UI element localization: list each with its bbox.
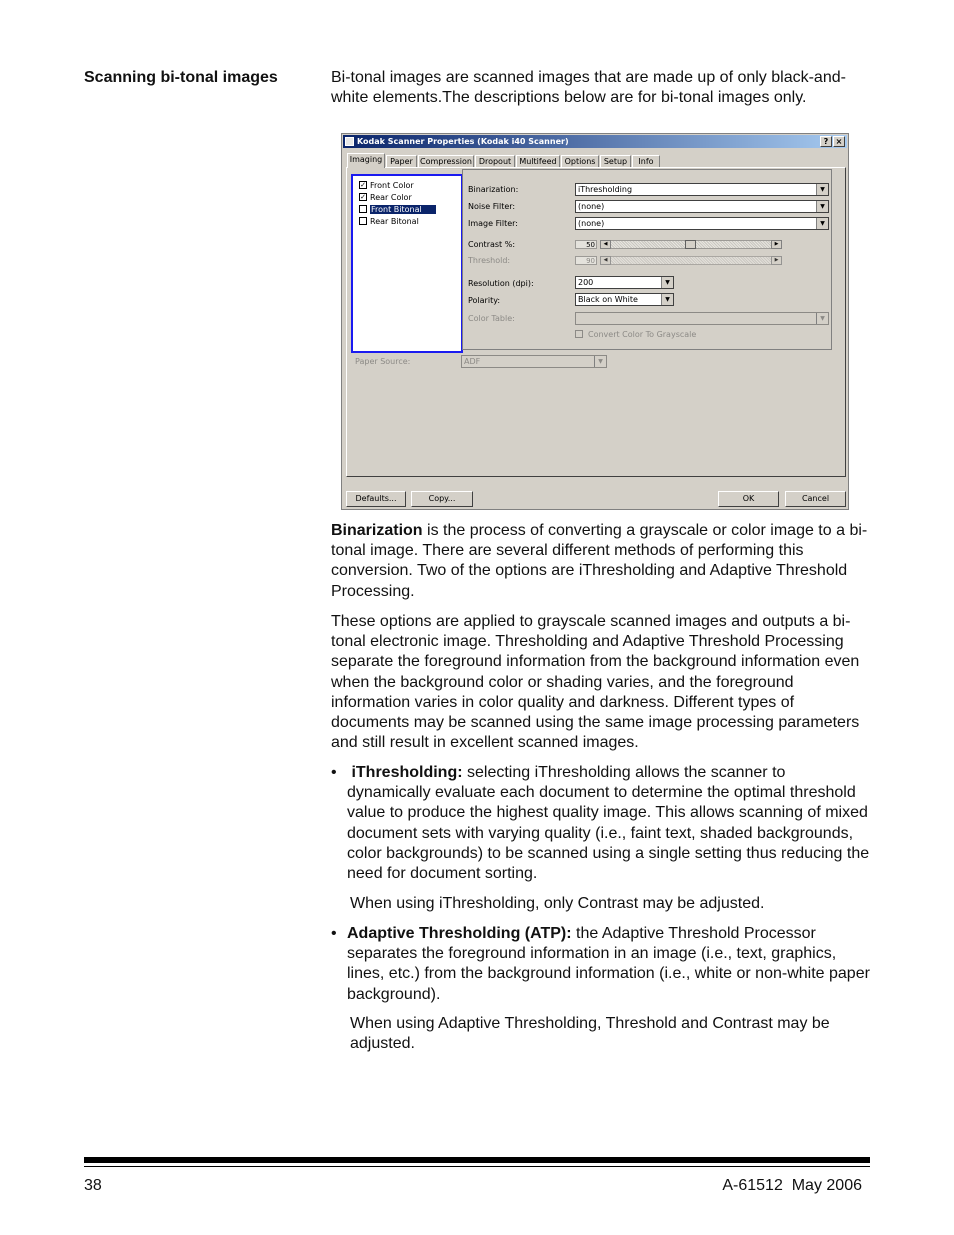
ithresholding-note: When using iThresholding, only Contrast may be adjusted. — [350, 895, 765, 912]
tab-paper[interactable]: Paper — [386, 155, 417, 167]
tab-imaging[interactable]: Imaging — [347, 153, 385, 168]
options-paragraph: These options are applied to grayscale scanned images and outputs a bi-tonal electronic image. Thresholding and Adaptive Threshold Processing separate the foreground information from the background information even when the background color or shading varies, and the foreground information varies in color quality and darkness. Different types of documents may be scanned using the same image processing parameters and still result in excellent scanned images. — [331, 613, 860, 752]
tab-options[interactable]: Options — [561, 155, 599, 167]
scanner-properties-dialog — [341, 133, 849, 510]
footer-rule — [84, 1157, 870, 1163]
atp-note: When using Adaptive Thresholding, Threshold and Contrast may be adjusted. — [350, 1015, 830, 1053]
contrast-label: Contrast %: — [468, 240, 516, 249]
checkbox-checked-icon[interactable]: ✓ — [360, 180, 366, 189]
list-item-front-color[interactable]: ✓ Front Color — [360, 180, 414, 190]
list-item-front-bitonal[interactable]: Front Bitonal — [359, 205, 436, 215]
close-button[interactable]: × — [833, 136, 845, 147]
arrow-left-icon[interactable]: ◀ — [600, 240, 611, 249]
list-item-rear-color[interactable]: ✓ Rear Color — [360, 192, 412, 202]
page-number: 38 — [84, 1177, 102, 1194]
help-button[interactable]: ? — [820, 136, 832, 147]
chevron-down-icon[interactable]: ▼ — [816, 184, 828, 195]
checkbox-icon[interactable] — [359, 205, 367, 213]
document-id: A-61512 May 2006 — [722, 1177, 862, 1194]
cancel-button[interactable]: Cancel — [785, 491, 846, 507]
ithresholding-bullet: iThresholding: selecting iThresholding allows the scanner to dynamically evaluate each document to determine the optimal threshold value to produce the highest quality image. This allows scanning of mixed document sets with varying quality (i.e., faint text, shaded backgrounds, color backgrounds) to be scanned using a single setting thus reducing the need for document sorting. — [347, 764, 870, 883]
checkbox-icon[interactable] — [359, 217, 367, 225]
arrow-left-icon: ◀ — [600, 256, 611, 265]
image-filter-label: Image Filter: — [468, 219, 518, 228]
section-heading: Scanning bi-tonal images — [84, 69, 278, 86]
arrow-right-icon[interactable]: ▶ — [771, 240, 782, 249]
threshold-value: 90 — [575, 256, 597, 265]
tab-setup[interactable]: Setup — [600, 155, 631, 167]
chevron-down-icon[interactable]: ▼ — [816, 218, 828, 229]
paper-source-label: Paper Source: — [355, 357, 411, 366]
color-table-label: Color Table: — [468, 314, 515, 323]
defaults-button[interactable]: Defaults... — [346, 491, 406, 507]
arrow-right-icon: ▶ — [771, 256, 782, 265]
threshold-slider — [600, 256, 782, 265]
app-icon — [345, 137, 354, 146]
contrast-slider[interactable] — [600, 240, 782, 249]
checkbox-checked-icon[interactable]: ✓ — [360, 192, 366, 201]
binarization-paragraph: Binarization is the process of converting a grayscale or color image to a bi-tonal image. There are several different methods of performing this conversion. Two of the options are iThresholding and Adaptive Threshold Processing. — [331, 522, 868, 600]
list-item-rear-bitonal[interactable]: Rear Bitonal — [359, 217, 419, 227]
image-filter-select[interactable]: (none) ▼ — [575, 217, 829, 230]
contrast-value[interactable]: 50 — [575, 240, 597, 249]
bullet-marker: • — [331, 925, 337, 942]
chevron-down-icon: ▼ — [594, 356, 606, 367]
bullet-marker: • — [331, 764, 337, 781]
convert-grayscale-checkbox: Convert Color To Grayscale — [575, 330, 696, 340]
tab-multifeed[interactable]: Multifeed — [516, 155, 560, 167]
noise-filter-select[interactable]: (none) ▼ — [575, 200, 829, 213]
footer-rule-thin — [84, 1166, 870, 1167]
threshold-label: Threshold: — [468, 256, 511, 265]
chevron-down-icon[interactable]: ▼ — [816, 201, 828, 212]
ok-button[interactable]: OK — [718, 491, 779, 507]
chevron-down-icon[interactable]: ▼ — [661, 277, 673, 288]
tab-dropout[interactable]: Dropout — [475, 155, 515, 167]
slider-thumb[interactable] — [685, 240, 696, 249]
resolution-select[interactable]: 200 ▼ — [575, 276, 674, 289]
polarity-label: Polarity: — [468, 296, 501, 305]
polarity-select[interactable]: Black on White ▼ — [575, 293, 674, 306]
color-table-select — [575, 312, 829, 325]
resolution-label: Resolution (dpi): — [468, 279, 534, 288]
intro-text: Bi-tonal images are scanned images that are made up of only black-and-white elements.The descriptions below are for bi-tonal images only. — [331, 69, 846, 107]
noise-filter-label: Noise Filter: — [468, 202, 516, 211]
binarization-select[interactable]: iThresholding ▼ — [575, 183, 829, 196]
atp-bullet: Adaptive Thresholding (ATP): the Adaptive Threshold Processor separates the foreground information in an image (i.e., text, graphics, lines, etc.) from the background information (i.e., white or non-white paper background). — [347, 925, 870, 1003]
copy-button[interactable]: Copy... — [411, 491, 473, 507]
dialog-title: Kodak Scanner Properties (Kodak i40 Scanner) — [357, 137, 569, 146]
intro-paragraph — [331, 68, 871, 108]
checkbox-icon — [575, 330, 583, 338]
binarization-label: Binarization: — [468, 185, 519, 194]
chevron-down-icon[interactable]: ▼ — [661, 294, 673, 305]
chevron-down-icon: ▼ — [816, 313, 828, 324]
tab-compression[interactable]: Compression — [418, 155, 474, 167]
dialog-titlebar — [343, 135, 847, 148]
paper-source-select: ADF ▼ — [461, 355, 607, 368]
image-type-list[interactable] — [351, 174, 463, 353]
tab-info[interactable]: Info — [632, 155, 660, 167]
